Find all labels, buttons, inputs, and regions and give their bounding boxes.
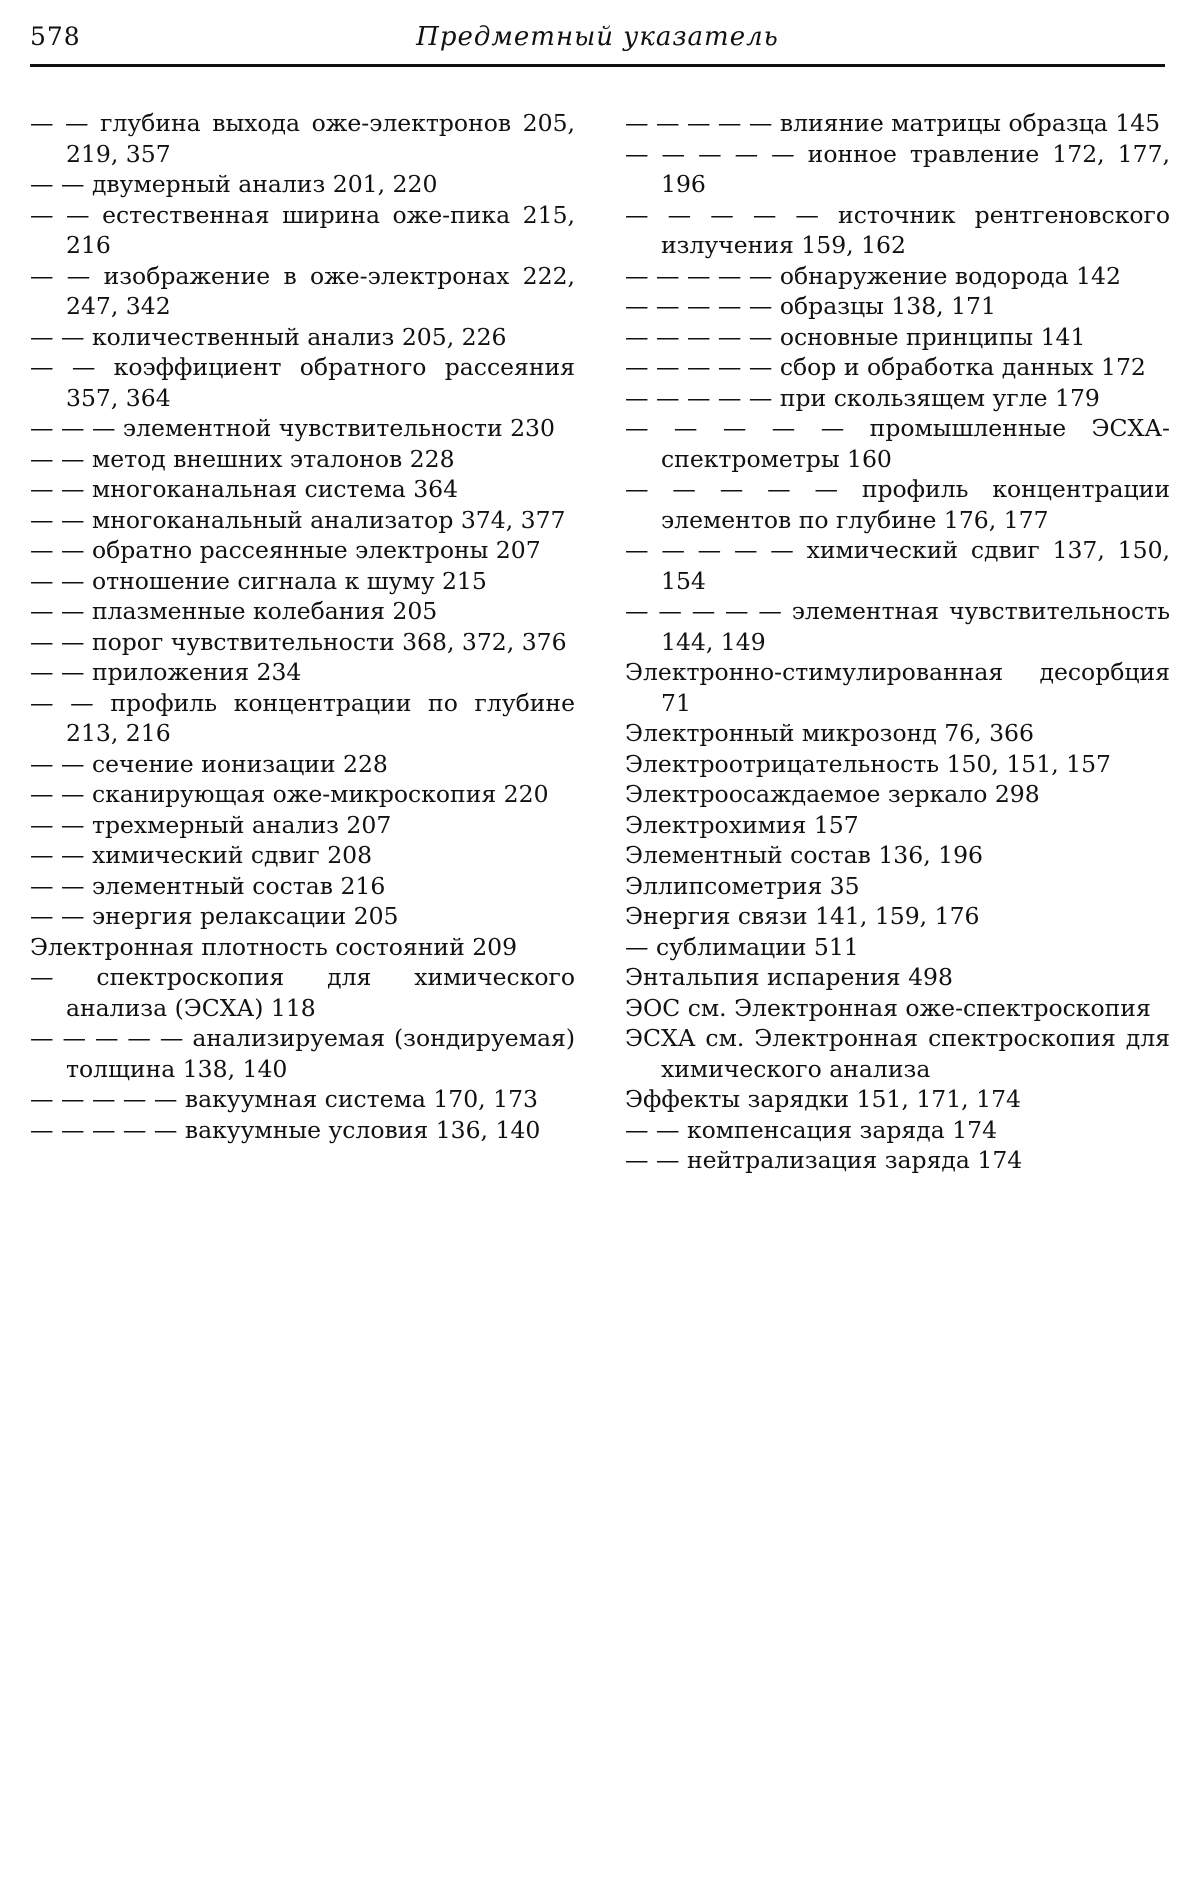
index-entry: — — — — — основные принципы 141 [625,322,1086,351]
index-entry: — — — — — сбор и обработка данных 172 [625,353,1146,381]
index-entry: — — — — — обнаружение водорода 142 [625,261,1121,290]
index-entry: Эффекты зарядки 151, 171, 174 [625,1085,1021,1113]
index-entry: Электроосаждаемое зеркало 298 [625,780,1040,808]
index-entry: — — — — — анализируемая (зондируемая) толщина 138, 140 [30,1024,575,1083]
index-entry: Энтальпия испарения 498 [625,963,953,991]
index-entry: Электронная плотность состояний 209 [30,932,518,961]
index-entry: — — трехмерный анализ 207 [30,810,392,839]
index-entry: Элементный состав 136, 196 [625,841,983,869]
index-entry: ЭСХА см. Электронная спектроскопия для химического анализа [625,1024,1170,1083]
index-entry: — — коэффициент обратного рассеяния 357, 364 [30,353,575,412]
index-entry: — — сечение ионизации 228 [30,749,388,778]
index-entry: — — химический сдвиг 208 [30,841,373,869]
index-entry: — — плазменные колебания 205 [30,597,438,625]
index-entry: Электронно-стимулированная десорбция 71 [625,658,1170,717]
index-entry: — — — — — влияние матрицы образца 145 [625,109,1161,137]
header-rule [30,64,1165,67]
index-column-right [625,108,1170,1176]
running-title: Предметный указатель [416,22,779,52]
index-entry: — — — — — источник рентгеновского излучения 159, 162 [625,200,1170,259]
index-entry: — — — — — вакуумная система 170, 173 [30,1085,538,1113]
index-entry: — — — элементной чувствительности 230 [30,414,555,442]
index-entry: — — приложения 234 [30,658,302,686]
index-entry: — — многоканальный анализатор 374, 377 [30,505,566,534]
index-entry: — — изображение в оже-электронах 222, 247, 342 [30,261,575,320]
page-header [30,22,1165,62]
index-entry: — — — — — при скользящем угле 179 [625,383,1100,412]
index-entry: — — нейтрализация заряда 174 [625,1146,1023,1174]
index-entry: Электроотрицательность 150, 151, 157 [625,749,1111,778]
index-entry: — — количественный анализ 205, 226 [30,322,507,351]
index-entry: — — профиль концентрации по глубине 213, 216 [30,688,575,747]
index-entry: — — двумерный анализ 201, 220 [30,170,438,198]
index-entry: Электрохимия 157 [625,810,859,839]
index-entry: — — — — — вакуумные условия 136, 140 [30,1115,541,1144]
page-number: 578 [30,22,81,51]
index-entry: — — отношение сигнала к шуму 215 [30,566,487,595]
index-entry: — — — — — профиль концентрации элементов по глубине 176, 177 [625,475,1170,534]
index-entry: — — — — — химический сдвиг 137, 150, 154 [625,536,1170,595]
index-entry: ЭОС см. Электронная оже-спектроскопия [625,993,1151,1022]
index-entry: — — энергия релаксации 205 [30,902,399,930]
index-entry: Эллипсометрия 35 [625,871,860,900]
index-entry: — — — — — элементная чувствительность 144, 149 [625,597,1170,656]
index-entry: Энергия связи 141, 159, 176 [625,902,980,930]
index-entry: — — обратно рассеянные электроны 207 [30,536,541,564]
index-entry: — — сканирующая оже-микроскопия 220 [30,780,549,808]
index-entry: — — естественная ширина оже-пика 215, 216 [30,200,575,259]
index-entry: — — — — — образцы 138, 171 [625,292,996,320]
index-entry: — сублимации 511 [625,932,859,961]
index-column-left [30,108,575,1145]
index-entry: — — — — — промышленные ЭСХА-спектрометры 160 [625,414,1170,473]
index-entry: — — глубина выхода оже-электронов 205, 219, 357 [30,109,575,168]
index-entry: — — компенсация заряда 174 [625,1115,998,1144]
index-entry: — — порог чувствительности 368, 372, 376 [30,627,567,656]
index-entry: Электронный микрозонд 76, 366 [625,719,1034,747]
index-entry: — спектроскопия для химического анализа (ЭСХА) 118 [30,963,575,1022]
index-entry: — — многоканальная система 364 [30,475,459,503]
index-entry: — — элементный состав 216 [30,871,386,900]
index-entry: — — метод внешних эталонов 228 [30,444,455,473]
index-entry: — — — — — ионное травление 172, 177, 196 [625,139,1170,198]
